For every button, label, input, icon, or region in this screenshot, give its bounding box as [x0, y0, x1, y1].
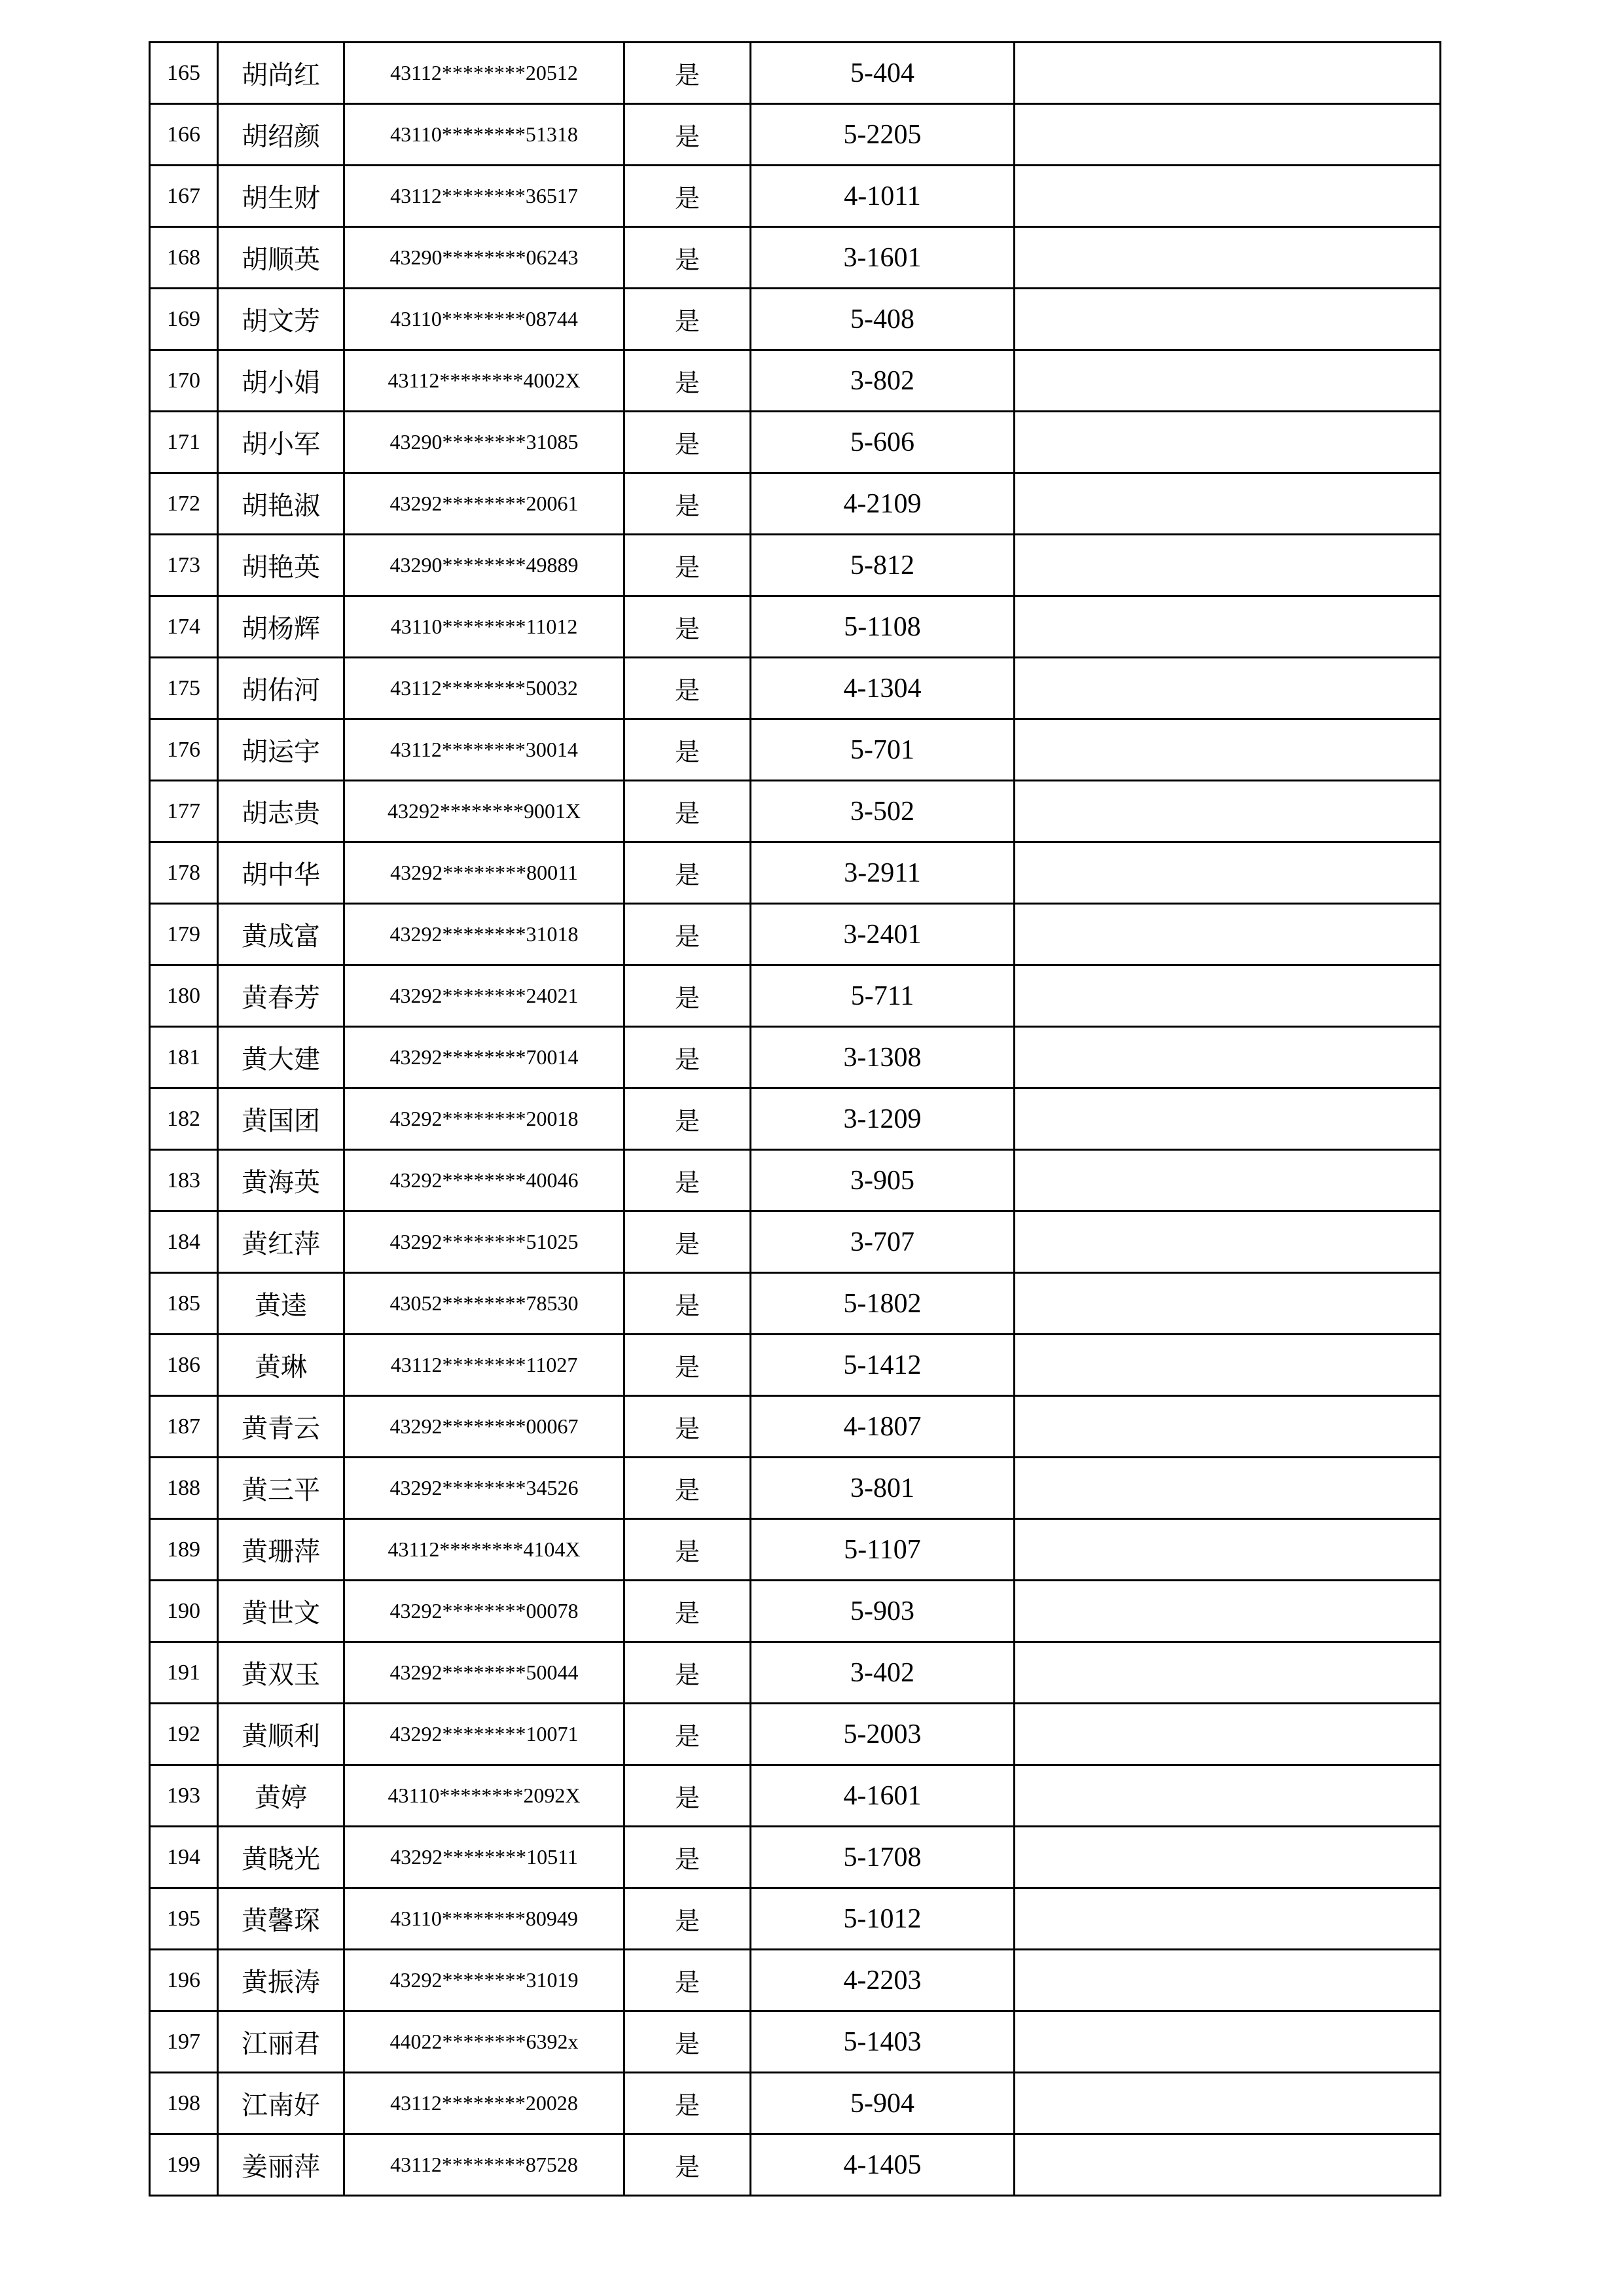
eligibility-flag-cell: 是	[624, 1888, 751, 1950]
row-number-cell: 199	[150, 2134, 218, 2196]
eligibility-flag-cell: 是	[624, 1519, 751, 1581]
id-number-cell: 43110********08744	[344, 289, 624, 350]
room-number-cell: 3-502	[751, 781, 1015, 842]
remarks-cell	[1015, 289, 1441, 350]
remarks-cell	[1015, 166, 1441, 227]
id-number-cell: 43292********51025	[344, 1211, 624, 1273]
id-number-cell: 43292********20061	[344, 473, 624, 535]
remarks-cell	[1015, 2134, 1441, 2196]
table-row	[150, 1519, 1441, 1581]
eligibility-flag-cell: 是	[624, 1273, 751, 1335]
room-number-cell: 4-2109	[751, 473, 1015, 535]
table-row	[150, 1211, 1441, 1273]
person-name-cell: 姜丽萍	[218, 2134, 344, 2196]
remarks-cell	[1015, 2011, 1441, 2073]
remarks-cell	[1015, 43, 1441, 104]
remarks-cell	[1015, 596, 1441, 658]
id-number-cell: 43292********31019	[344, 1950, 624, 2011]
eligibility-flag-cell: 是	[624, 1642, 751, 1704]
person-name-cell: 胡杨辉	[218, 596, 344, 658]
table-row	[150, 719, 1441, 781]
eligibility-flag-cell: 是	[624, 289, 751, 350]
remarks-cell	[1015, 1765, 1441, 1827]
room-number-cell: 3-1308	[751, 1027, 1015, 1088]
table-row	[150, 658, 1441, 719]
person-name-cell: 胡小军	[218, 412, 344, 473]
room-number-cell: 5-1012	[751, 1888, 1015, 1950]
remarks-cell	[1015, 1273, 1441, 1335]
remarks-cell	[1015, 1827, 1441, 1888]
remarks-cell	[1015, 658, 1441, 719]
person-name-cell: 黄成富	[218, 904, 344, 965]
eligibility-flag-cell: 是	[624, 43, 751, 104]
row-number-cell: 181	[150, 1027, 218, 1088]
room-number-cell: 5-2205	[751, 104, 1015, 166]
row-number-cell: 191	[150, 1642, 218, 1704]
table-row	[150, 965, 1441, 1027]
remarks-cell	[1015, 965, 1441, 1027]
table-row	[150, 104, 1441, 166]
table-row	[150, 1335, 1441, 1396]
eligibility-flag-cell: 是	[624, 1581, 751, 1642]
person-name-cell: 黄世文	[218, 1581, 344, 1642]
table-row	[150, 1827, 1441, 1888]
row-number-cell: 177	[150, 781, 218, 842]
row-number-cell: 188	[150, 1458, 218, 1519]
remarks-cell	[1015, 473, 1441, 535]
room-number-cell: 5-812	[751, 535, 1015, 596]
id-number-cell: 43112********4104X	[344, 1519, 624, 1581]
row-number-cell: 192	[150, 1704, 218, 1765]
person-name-cell: 胡生财	[218, 166, 344, 227]
person-name-cell: 胡文芳	[218, 289, 344, 350]
id-number-cell: 43110********51318	[344, 104, 624, 166]
remarks-cell	[1015, 1888, 1441, 1950]
person-name-cell: 胡小娟	[218, 350, 344, 412]
remarks-cell	[1015, 104, 1441, 166]
person-name-cell: 黄三平	[218, 1458, 344, 1519]
room-number-cell: 3-1209	[751, 1088, 1015, 1150]
person-name-cell: 江丽君	[218, 2011, 344, 2073]
remarks-cell	[1015, 904, 1441, 965]
room-number-cell: 5-1108	[751, 596, 1015, 658]
room-number-cell: 5-1802	[751, 1273, 1015, 1335]
remarks-cell	[1015, 2073, 1441, 2134]
table-row	[150, 1765, 1441, 1827]
table-row	[150, 1458, 1441, 1519]
table-row	[150, 1396, 1441, 1458]
person-name-cell: 黄海英	[218, 1150, 344, 1211]
remarks-cell	[1015, 842, 1441, 904]
id-number-cell: 43112********11027	[344, 1335, 624, 1396]
eligibility-flag-cell: 是	[624, 1150, 751, 1211]
person-name-cell: 黄晓光	[218, 1827, 344, 1888]
row-number-cell: 171	[150, 412, 218, 473]
room-number-cell: 5-904	[751, 2073, 1015, 2134]
table-row	[150, 1642, 1441, 1704]
eligibility-flag-cell: 是	[624, 1335, 751, 1396]
room-number-cell: 5-1412	[751, 1335, 1015, 1396]
row-number-cell: 187	[150, 1396, 218, 1458]
person-name-cell: 胡中华	[218, 842, 344, 904]
eligibility-flag-cell: 是	[624, 2073, 751, 2134]
id-number-cell: 43292********80011	[344, 842, 624, 904]
row-number-cell: 172	[150, 473, 218, 535]
id-number-cell: 43292********40046	[344, 1150, 624, 1211]
table-row	[150, 289, 1441, 350]
table-row	[150, 350, 1441, 412]
id-number-cell: 43112********20512	[344, 43, 624, 104]
id-number-cell: 43292********24021	[344, 965, 624, 1027]
table-row	[150, 904, 1441, 965]
remarks-cell	[1015, 1950, 1441, 2011]
id-number-cell: 43052********78530	[344, 1273, 624, 1335]
room-number-cell: 3-1601	[751, 227, 1015, 289]
table-row	[150, 842, 1441, 904]
id-number-cell: 43292********00067	[344, 1396, 624, 1458]
person-name-cell: 黄国团	[218, 1088, 344, 1150]
id-number-cell: 43292********9001X	[344, 781, 624, 842]
row-number-cell: 185	[150, 1273, 218, 1335]
person-name-cell: 黄顺利	[218, 1704, 344, 1765]
room-number-cell: 4-1601	[751, 1765, 1015, 1827]
id-number-cell: 43112********20028	[344, 2073, 624, 2134]
row-number-cell: 198	[150, 2073, 218, 2134]
eligibility-flag-cell: 是	[624, 904, 751, 965]
id-number-cell: 43292********20018	[344, 1088, 624, 1150]
remarks-cell	[1015, 1581, 1441, 1642]
room-number-cell: 3-2401	[751, 904, 1015, 965]
person-name-cell: 胡佑河	[218, 658, 344, 719]
remarks-cell	[1015, 1150, 1441, 1211]
remarks-cell	[1015, 1088, 1441, 1150]
remarks-cell	[1015, 1335, 1441, 1396]
row-number-cell: 193	[150, 1765, 218, 1827]
row-number-cell: 189	[150, 1519, 218, 1581]
row-number-cell: 166	[150, 104, 218, 166]
eligibility-flag-cell: 是	[624, 719, 751, 781]
room-number-cell: 5-1107	[751, 1519, 1015, 1581]
eligibility-flag-cell: 是	[624, 1027, 751, 1088]
room-number-cell: 5-408	[751, 289, 1015, 350]
room-number-cell: 4-1807	[751, 1396, 1015, 1458]
table-row	[150, 227, 1441, 289]
row-number-cell: 167	[150, 166, 218, 227]
person-name-cell: 黄青云	[218, 1396, 344, 1458]
person-name-cell: 黄婷	[218, 1765, 344, 1827]
row-number-cell: 169	[150, 289, 218, 350]
row-number-cell: 184	[150, 1211, 218, 1273]
id-number-cell: 43292********50044	[344, 1642, 624, 1704]
table-row	[150, 2011, 1441, 2073]
table-row	[150, 473, 1441, 535]
room-number-cell: 4-2203	[751, 1950, 1015, 2011]
room-number-cell: 5-606	[751, 412, 1015, 473]
room-number-cell: 4-1405	[751, 2134, 1015, 2196]
person-name-cell: 黄双玉	[218, 1642, 344, 1704]
eligibility-flag-cell: 是	[624, 473, 751, 535]
row-number-cell: 178	[150, 842, 218, 904]
eligibility-flag-cell: 是	[624, 658, 751, 719]
id-number-cell: 43292********00078	[344, 1581, 624, 1642]
eligibility-flag-cell: 是	[624, 596, 751, 658]
id-number-cell: 44022********6392x	[344, 2011, 624, 2073]
eligibility-flag-cell: 是	[624, 1088, 751, 1150]
eligibility-flag-cell: 是	[624, 2134, 751, 2196]
person-name-cell: 胡尚红	[218, 43, 344, 104]
remarks-cell	[1015, 1519, 1441, 1581]
row-number-cell: 195	[150, 1888, 218, 1950]
row-number-cell: 175	[150, 658, 218, 719]
person-name-cell: 黄大建	[218, 1027, 344, 1088]
remarks-cell	[1015, 1396, 1441, 1458]
row-number-cell: 174	[150, 596, 218, 658]
id-number-cell: 43112********36517	[344, 166, 624, 227]
row-number-cell: 190	[150, 1581, 218, 1642]
row-number-cell: 179	[150, 904, 218, 965]
row-number-cell: 176	[150, 719, 218, 781]
table-row	[150, 1088, 1441, 1150]
eligibility-flag-cell: 是	[624, 1950, 751, 2011]
table-row	[150, 781, 1441, 842]
remarks-cell	[1015, 719, 1441, 781]
room-number-cell: 4-1011	[751, 166, 1015, 227]
table-row	[150, 535, 1441, 596]
id-number-cell: 43292********31018	[344, 904, 624, 965]
eligibility-flag-cell: 是	[624, 350, 751, 412]
eligibility-flag-cell: 是	[624, 1704, 751, 1765]
eligibility-flag-cell: 是	[624, 412, 751, 473]
row-number-cell: 182	[150, 1088, 218, 1150]
id-number-cell: 43292********34526	[344, 1458, 624, 1519]
table-row	[150, 2073, 1441, 2134]
eligibility-flag-cell: 是	[624, 535, 751, 596]
row-number-cell: 165	[150, 43, 218, 104]
room-number-cell: 3-905	[751, 1150, 1015, 1211]
eligibility-flag-cell: 是	[624, 227, 751, 289]
row-number-cell: 194	[150, 1827, 218, 1888]
remarks-cell	[1015, 781, 1441, 842]
remarks-cell	[1015, 1642, 1441, 1704]
person-name-cell: 黄振涛	[218, 1950, 344, 2011]
table-row	[150, 166, 1441, 227]
person-name-cell: 胡绍颜	[218, 104, 344, 166]
room-number-cell: 5-701	[751, 719, 1015, 781]
eligibility-flag-cell: 是	[624, 166, 751, 227]
row-number-cell: 170	[150, 350, 218, 412]
table-row	[150, 1150, 1441, 1211]
person-name-cell: 胡艳淑	[218, 473, 344, 535]
id-number-cell: 43112********4002X	[344, 350, 624, 412]
table-row	[150, 1950, 1441, 2011]
eligibility-flag-cell: 是	[624, 965, 751, 1027]
person-name-cell: 胡艳英	[218, 535, 344, 596]
person-name-cell: 胡运宇	[218, 719, 344, 781]
person-name-cell: 黄红萍	[218, 1211, 344, 1273]
remarks-cell	[1015, 1704, 1441, 1765]
id-number-cell: 43110********80949	[344, 1888, 624, 1950]
remarks-cell	[1015, 1458, 1441, 1519]
room-number-cell: 5-404	[751, 43, 1015, 104]
remarks-cell	[1015, 1211, 1441, 1273]
id-number-cell: 43112********87528	[344, 2134, 624, 2196]
table-row	[150, 2134, 1441, 2196]
row-number-cell: 168	[150, 227, 218, 289]
id-number-cell: 43290********49889	[344, 535, 624, 596]
table-row	[150, 1581, 1441, 1642]
row-number-cell: 186	[150, 1335, 218, 1396]
table-row	[150, 1704, 1441, 1765]
room-number-cell: 4-1304	[751, 658, 1015, 719]
id-number-cell: 43292********70014	[344, 1027, 624, 1088]
row-number-cell: 197	[150, 2011, 218, 2073]
table-row	[150, 596, 1441, 658]
id-number-cell: 43292********10071	[344, 1704, 624, 1765]
remarks-cell	[1015, 1027, 1441, 1088]
row-number-cell: 183	[150, 1150, 218, 1211]
room-number-cell: 3-707	[751, 1211, 1015, 1273]
row-number-cell: 180	[150, 965, 218, 1027]
eligibility-flag-cell: 是	[624, 1396, 751, 1458]
id-number-cell: 43110********2092X	[344, 1765, 624, 1827]
person-name-cell: 黄馨琛	[218, 1888, 344, 1950]
person-name-cell: 胡顺英	[218, 227, 344, 289]
roster-table	[149, 41, 1441, 2197]
table-row	[150, 1273, 1441, 1335]
id-number-cell: 43290********31085	[344, 412, 624, 473]
person-name-cell: 黄琳	[218, 1335, 344, 1396]
eligibility-flag-cell: 是	[624, 2011, 751, 2073]
table-row	[150, 1888, 1441, 1950]
room-number-cell: 5-711	[751, 965, 1015, 1027]
id-number-cell: 43112********50032	[344, 658, 624, 719]
person-name-cell: 黄春芳	[218, 965, 344, 1027]
room-number-cell: 5-2003	[751, 1704, 1015, 1765]
table-row	[150, 1027, 1441, 1088]
eligibility-flag-cell: 是	[624, 1458, 751, 1519]
person-name-cell: 黄逵	[218, 1273, 344, 1335]
room-number-cell: 3-802	[751, 350, 1015, 412]
room-number-cell: 3-402	[751, 1642, 1015, 1704]
eligibility-flag-cell: 是	[624, 104, 751, 166]
room-number-cell: 5-903	[751, 1581, 1015, 1642]
eligibility-flag-cell: 是	[624, 1765, 751, 1827]
eligibility-flag-cell: 是	[624, 1211, 751, 1273]
eligibility-flag-cell: 是	[624, 781, 751, 842]
eligibility-flag-cell: 是	[624, 842, 751, 904]
table-row	[150, 43, 1441, 104]
roster-table-body	[150, 43, 1441, 2196]
room-number-cell: 5-1403	[751, 2011, 1015, 2073]
room-number-cell: 3-801	[751, 1458, 1015, 1519]
id-number-cell: 43110********11012	[344, 596, 624, 658]
id-number-cell: 43290********06243	[344, 227, 624, 289]
person-name-cell: 黄珊萍	[218, 1519, 344, 1581]
room-number-cell: 3-2911	[751, 842, 1015, 904]
id-number-cell: 43112********30014	[344, 719, 624, 781]
person-name-cell: 胡志贵	[218, 781, 344, 842]
id-number-cell: 43292********10511	[344, 1827, 624, 1888]
row-number-cell: 173	[150, 535, 218, 596]
table-row	[150, 412, 1441, 473]
person-name-cell: 江南好	[218, 2073, 344, 2134]
remarks-cell	[1015, 350, 1441, 412]
eligibility-flag-cell: 是	[624, 1827, 751, 1888]
room-number-cell: 5-1708	[751, 1827, 1015, 1888]
remarks-cell	[1015, 412, 1441, 473]
row-number-cell: 196	[150, 1950, 218, 2011]
remarks-cell	[1015, 227, 1441, 289]
remarks-cell	[1015, 535, 1441, 596]
